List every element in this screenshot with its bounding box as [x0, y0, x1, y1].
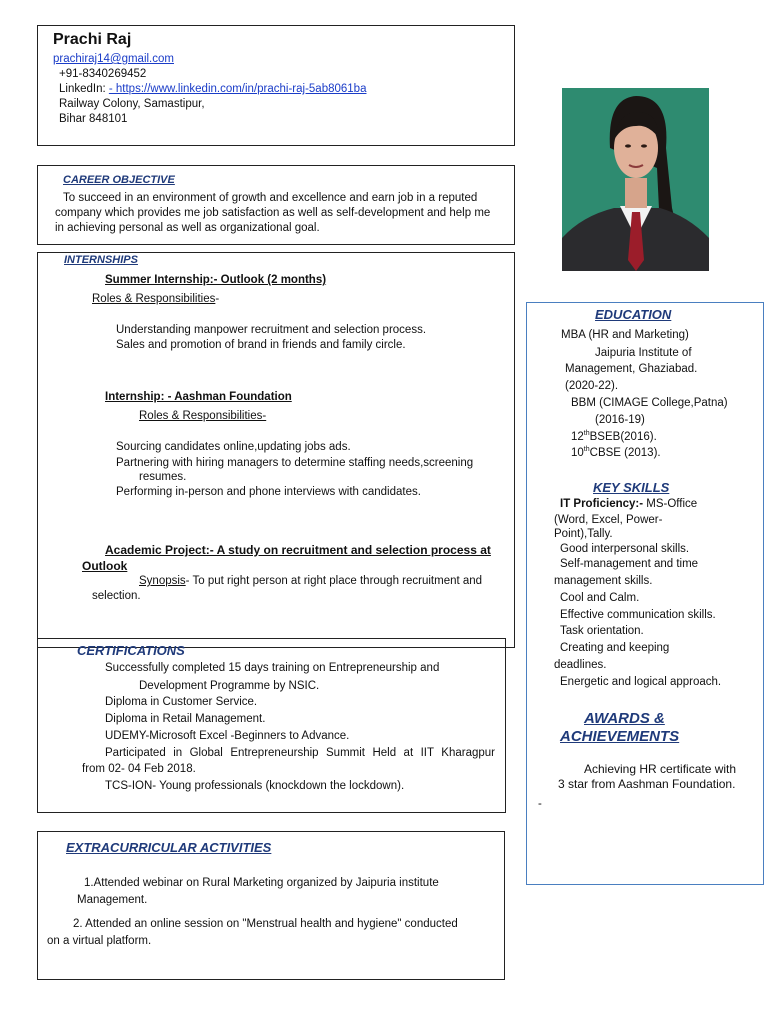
certification-6: TCS-ION- Young professionals (knockdown the lockdown).	[105, 780, 405, 792]
certification-1: Successfully completed 15 days training on Entrepreneurship and	[105, 662, 440, 674]
skill-4: Effective communication skills.	[560, 609, 716, 621]
certification-1-cont: Development Programme by NSIC.	[139, 680, 320, 692]
linkedin-link[interactable]: - https://www.linkedin.com/in/prachi-raj-5ab8061ba	[108, 83, 367, 95]
internship-2-point-1: Sourcing candidates online,updating jobs ads.	[116, 441, 351, 453]
linkedin-row	[59, 82, 366, 97]
internship-1-point-2: Sales and promotion of brand in friends and family circle.	[116, 339, 406, 351]
synopsis-line-2: selection.	[92, 590, 141, 602]
skill-1: Good interpersonal skills.	[560, 543, 690, 555]
internship-2-title: Internship: - Aashman Foundation	[105, 391, 292, 403]
education-7-sup: th	[583, 430, 590, 438]
career-objective-line-3: in achieving personal as well as organizational goal.	[55, 222, 320, 234]
skill-7: Energetic and logical approach.	[560, 676, 722, 688]
skill-6: Creating and keeping	[560, 642, 670, 654]
it-proficiency-cont-2: Point),Tally.	[554, 528, 613, 540]
activity-2-cont: on a virtual platform.	[47, 935, 152, 947]
internship-1-roles	[92, 292, 219, 307]
it-proficiency-label: IT Proficiency:-	[560, 498, 644, 510]
education-5: BBM (CIMAGE College,Patna)	[571, 397, 728, 409]
linkedin-label: LinkedIn:	[59, 83, 109, 95]
address-line-2: Bihar 848101	[59, 113, 128, 125]
award-1: Achieving HR certificate with	[584, 762, 737, 776]
address-line-1: Railway Colony, Samastipur,	[59, 98, 205, 110]
career-objective-line-1: To succeed in an environment of growth and excellence and earn job in a reputed	[63, 192, 478, 204]
internship-2-point-2: Partnering with hiring managers to determine staffing needs,screening	[116, 457, 474, 469]
education-8-sup: th	[583, 446, 590, 454]
internships-title: INTERNSHIPS	[64, 254, 138, 266]
it-proficiency	[560, 497, 697, 512]
education-title: EDUCATION	[595, 307, 672, 322]
activity-1: 1.Attended webinar on Rural Marketing organized by Jaipuria institute	[84, 877, 439, 889]
it-proficiency-cont-1: (Word, Excel, Power-	[554, 514, 663, 526]
certification-2: Diploma in Customer Service.	[105, 696, 258, 708]
education-3: Management, Ghaziabad.	[565, 363, 698, 375]
internship-2-point-3: Performing in-person and phone interviews with candidates.	[116, 486, 421, 498]
education-8-rest: CBSE (2013).	[589, 447, 661, 459]
awards-title: AWARDS &	[584, 710, 665, 727]
activity-2: 2. Attended an online session on "Menstrual health and hygiene" conducted	[73, 918, 458, 930]
synopsis-line	[139, 574, 482, 589]
education-7-rest: BSEB(2016).	[589, 431, 657, 443]
key-skills-title: KEY SKILLS	[593, 480, 670, 495]
internship-2-point-2-cont: resumes.	[139, 471, 187, 483]
education-1: MBA (HR and Marketing)	[561, 329, 689, 341]
extracurricular-title: EXTRACURRICULAR ACTIVITIES	[66, 840, 272, 855]
certification-5: Participated in Global Entrepreneurship Summit Held at IIT Kharagpur	[105, 747, 495, 759]
synopsis-text: - To put right person at right place through recruitment and	[185, 575, 483, 587]
synopsis-label: Synopsis	[139, 575, 186, 587]
email-link[interactable]: prachiraj14@gmail.com	[53, 53, 174, 65]
internship-2-roles: Roles & Responsibilities-	[139, 410, 267, 422]
education-6: (2016-19)	[595, 414, 645, 426]
academic-project-title-cont: Outlook	[82, 559, 128, 573]
internship-1-roles-label: Roles & Responsibilities	[92, 293, 216, 305]
profile-photo	[562, 88, 709, 271]
education-7-num: 12	[571, 431, 584, 443]
it-proficiency-text: MS-Office	[643, 498, 698, 510]
education-4: (2020-22).	[565, 380, 619, 392]
internship-1-title: Summer Internship:- Outlook (2 months)	[105, 274, 327, 286]
career-objective-line-2: company which provides me job satisfaction as well as self-development and help me	[55, 207, 491, 219]
stray-dash: -	[538, 798, 542, 810]
phone-number: +91-8340269452	[59, 68, 147, 80]
education-7	[571, 430, 657, 445]
internship-1-point-1: Understanding manpower recruitment and selection process.	[116, 324, 427, 336]
academic-project-title: Academic Project:- A study on recruitment and selection process at	[105, 543, 491, 557]
skill-2-cont: management skills.	[554, 575, 653, 587]
skill-3: Cool and Calm.	[560, 592, 640, 604]
certifications-title: CERTIFICATIONS	[77, 643, 185, 658]
skill-5: Task orientation.	[560, 625, 644, 637]
education-8	[571, 446, 661, 461]
career-objective-title: CAREER OBJECTIVE	[63, 174, 175, 186]
activity-1-cont: Management.	[77, 894, 148, 906]
certification-5-cont: from 02- 04 Feb 2018.	[82, 763, 196, 775]
certification-4: UDEMY-Microsoft Excel -Beginners to Advance.	[105, 730, 350, 742]
education-2: Jaipuria Institute of	[595, 347, 692, 359]
skill-2: Self-management and time	[560, 558, 699, 570]
skill-6-cont: deadlines.	[554, 659, 607, 671]
awards-title-cont: ACHIEVEMENTS	[560, 728, 680, 745]
education-8-num: 10	[571, 447, 584, 459]
award-1-cont: 3 star from Aashman Foundation.	[558, 777, 736, 791]
certification-3: Diploma in Retail Management.	[105, 713, 266, 725]
candidate-name: Prachi Raj	[53, 31, 132, 48]
internship-1-roles-dash: -	[215, 293, 220, 305]
